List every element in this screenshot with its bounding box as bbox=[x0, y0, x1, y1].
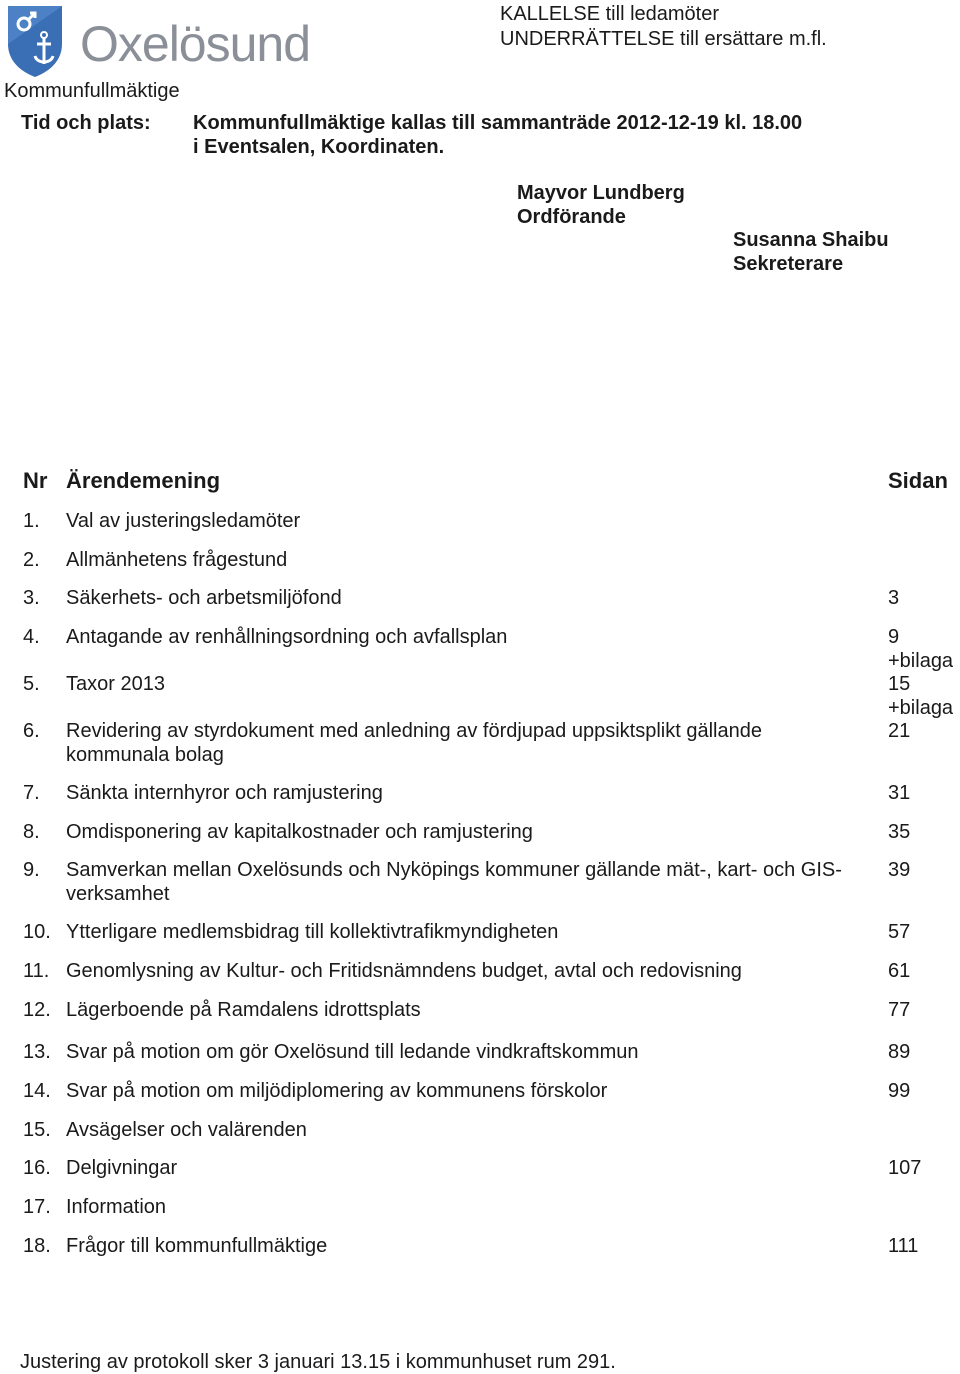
item-nr: 10. bbox=[23, 921, 51, 943]
chair-title: Ordförande bbox=[517, 206, 626, 228]
item-nr: 3. bbox=[23, 587, 40, 609]
item-page-note: +bilaga bbox=[888, 650, 954, 672]
item-page: 21 bbox=[888, 720, 911, 742]
footer-note: Justering av protokoll sker 3 januari 13.15 i kommunhuset rum 291. bbox=[20, 1351, 616, 1373]
item-nr: 13. bbox=[23, 1041, 51, 1063]
item-title: Frågor till kommunfullmäktige bbox=[66, 1235, 328, 1257]
logo bbox=[4, 4, 334, 78]
item-nr: 8. bbox=[23, 821, 40, 843]
coat-of-arms-icon bbox=[4, 4, 66, 78]
item-nr: 5. bbox=[23, 673, 40, 695]
item-page: 57 bbox=[888, 921, 911, 943]
item-page: 15 bbox=[888, 673, 911, 695]
meeting-line-2: i Eventsalen, Koordinaten. bbox=[193, 136, 445, 158]
item-title-cont: verksamhet bbox=[66, 883, 170, 905]
item-nr: 15. bbox=[23, 1119, 51, 1141]
secretary-name: Susanna Shaibu bbox=[733, 229, 889, 251]
item-title: Säkerhets- och arbetsmiljöfond bbox=[66, 587, 342, 609]
chair-name: Mayvor Lundberg bbox=[517, 182, 685, 204]
item-title: Ytterligare medlemsbidrag till kollektivtrafikmyndigheten bbox=[66, 921, 559, 943]
item-nr: 17. bbox=[23, 1196, 51, 1218]
notice-line-2: UNDERRÄTTELSE till ersättare m.fl. bbox=[500, 28, 827, 50]
item-page: 77 bbox=[888, 999, 911, 1021]
item-title: Val av justeringsledamöter bbox=[66, 510, 301, 532]
item-page: 31 bbox=[888, 782, 911, 804]
notice-line-1: KALLELSE till ledamöter bbox=[500, 3, 720, 25]
item-title-cont: kommunala bolag bbox=[66, 744, 224, 766]
item-nr: 6. bbox=[23, 720, 40, 742]
item-title: Svar på motion om gör Oxelösund till ledande vindkraftskommun bbox=[66, 1041, 639, 1063]
agenda-col-title: Ärendemening bbox=[66, 468, 221, 493]
item-title: Genomlysning av Kultur- och Fritidsnämndens budget, avtal och redovisning bbox=[66, 960, 742, 982]
item-nr: 14. bbox=[23, 1080, 51, 1102]
item-title: Avsägelser och valärenden bbox=[66, 1119, 307, 1141]
item-nr: 9. bbox=[23, 859, 40, 881]
item-page: 89 bbox=[888, 1041, 911, 1063]
item-page: 111 bbox=[888, 1235, 919, 1257]
item-title: Antagande av renhållningsordning och avfallsplan bbox=[66, 626, 508, 648]
item-page: 107 bbox=[888, 1157, 922, 1179]
meeting-label: Tid och plats: bbox=[21, 112, 151, 134]
item-nr: 12. bbox=[23, 999, 51, 1021]
meeting-line-1: Kommunfullmäktige kallas till sammanträde 2012-12-19 kl. 18.00 bbox=[193, 112, 803, 134]
agenda-col-nr: Nr bbox=[23, 468, 48, 493]
item-title: Revidering av styrdokument med anledning av fördjupad uppsiktsplikt gällande bbox=[66, 720, 762, 742]
item-page-note: +bilaga bbox=[888, 697, 954, 719]
item-nr: 11. bbox=[23, 960, 50, 982]
item-title: Delgivningar bbox=[66, 1157, 178, 1179]
item-title: Taxor 2013 bbox=[66, 673, 165, 695]
item-page: 9 bbox=[888, 626, 900, 648]
item-nr: 18. bbox=[23, 1235, 51, 1257]
item-page: 39 bbox=[888, 859, 911, 881]
item-page: 35 bbox=[888, 821, 911, 843]
secretary-title: Sekreterare bbox=[733, 253, 844, 275]
agenda-col-page: Sidan bbox=[888, 468, 948, 493]
item-nr: 2. bbox=[23, 549, 40, 571]
item-page: 99 bbox=[888, 1080, 911, 1102]
item-title: Omdisponering av kapitalkostnader och ramjustering bbox=[66, 821, 533, 843]
item-page: 61 bbox=[888, 960, 911, 982]
item-nr: 7. bbox=[23, 782, 40, 804]
item-nr: 16. bbox=[23, 1157, 51, 1179]
item-nr: 4. bbox=[23, 626, 40, 648]
item-title: Information bbox=[66, 1196, 167, 1218]
item-title: Allmänhetens frågestund bbox=[66, 549, 288, 571]
item-title: Svar på motion om miljödiplomering av kommunens förskolor bbox=[66, 1080, 608, 1102]
item-title: Lägerboende på Ramdalens idrottsplats bbox=[66, 999, 421, 1021]
logo-wordmark: Oxelösund bbox=[80, 16, 311, 72]
item-title: Samverkan mellan Oxelösunds och Nyköpings kommuner gällande mät-, kart- och GIS- bbox=[66, 859, 842, 881]
organization-name: Kommunfullmäktige bbox=[4, 80, 180, 102]
item-nr: 1. bbox=[23, 510, 40, 532]
item-title: Sänkta internhyror och ramjustering bbox=[66, 782, 383, 804]
item-page: 3 bbox=[888, 587, 900, 609]
